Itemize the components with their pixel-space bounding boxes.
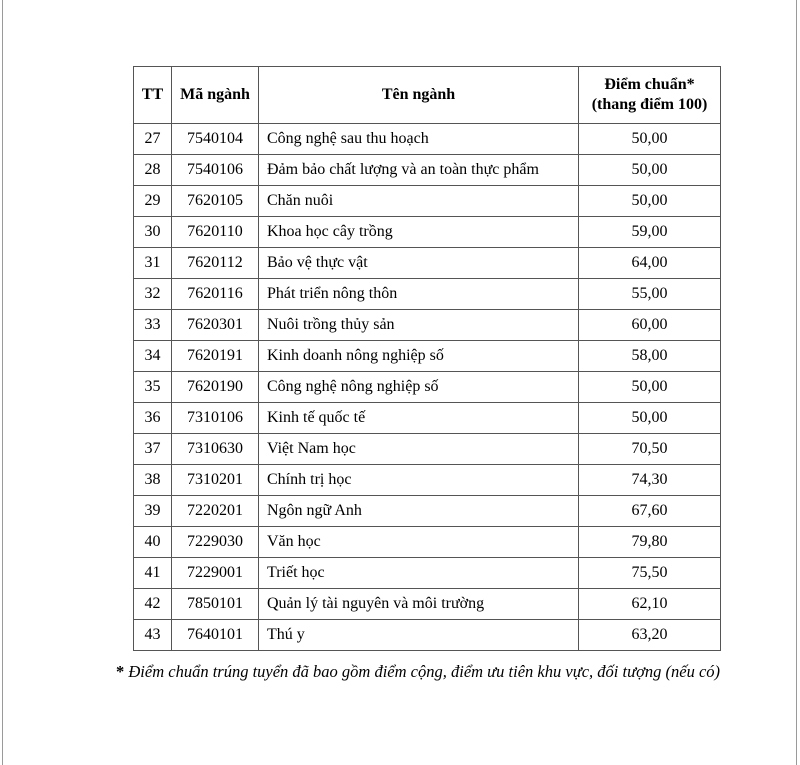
row-tt: 28 bbox=[134, 155, 172, 186]
row-tt: 37 bbox=[134, 434, 172, 465]
row-ten-nganh: Công nghệ sau thu hoạch bbox=[259, 124, 579, 155]
row-ten-nganh: Phát triển nông thôn bbox=[259, 279, 579, 310]
footnote-text: Điểm chuẩn trúng tuyển đã bao gồm điểm cộng, điểm ưu tiên khu vực, đối tượng (nếu có) bbox=[128, 662, 721, 681]
row-ten-nganh: Chính trị học bbox=[259, 465, 579, 496]
row-diem-chuan: 59,00 bbox=[579, 217, 721, 248]
table-row bbox=[134, 186, 721, 217]
row-tt: 32 bbox=[134, 279, 172, 310]
row-diem-chuan: 50,00 bbox=[579, 124, 721, 155]
row-diem-chuan: 64,00 bbox=[579, 248, 721, 279]
row-ten-nganh: Việt Nam học bbox=[259, 434, 579, 465]
row-ten-nganh: Khoa học cây trồng bbox=[259, 217, 579, 248]
row-ma-nganh: 7220201 bbox=[172, 496, 259, 527]
row-ten-nganh: Quản lý tài nguyên và môi trường bbox=[259, 589, 579, 620]
row-ma-nganh: 7310630 bbox=[172, 434, 259, 465]
row-ten-nganh: Kinh tế quốc tế bbox=[259, 403, 579, 434]
row-ma-nganh: 7620116 bbox=[172, 279, 259, 310]
row-diem-chuan: 50,00 bbox=[579, 403, 721, 434]
table-row bbox=[134, 620, 721, 651]
row-ma-nganh: 7620301 bbox=[172, 310, 259, 341]
row-tt: 30 bbox=[134, 217, 172, 248]
row-ma-nganh: 7540106 bbox=[172, 155, 259, 186]
row-tt: 41 bbox=[134, 558, 172, 589]
table-row bbox=[134, 434, 721, 465]
row-tt: 36 bbox=[134, 403, 172, 434]
admission-score-table bbox=[133, 66, 721, 651]
row-ma-nganh: 7620190 bbox=[172, 372, 259, 403]
table-row bbox=[134, 403, 721, 434]
row-ten-nganh: Nuôi trồng thủy sản bbox=[259, 310, 579, 341]
row-ten-nganh: Đảm bảo chất lượng và an toàn thực phẩm bbox=[259, 155, 579, 186]
row-diem-chuan: 50,00 bbox=[579, 186, 721, 217]
row-ma-nganh: 7310106 bbox=[172, 403, 259, 434]
header-diem-chuan bbox=[579, 67, 721, 124]
row-tt: 39 bbox=[134, 496, 172, 527]
table-row bbox=[134, 279, 721, 310]
table-header-row bbox=[134, 67, 721, 124]
page-left-edge bbox=[2, 0, 3, 765]
row-ma-nganh: 7620105 bbox=[172, 186, 259, 217]
row-ma-nganh: 7229030 bbox=[172, 527, 259, 558]
row-diem-chuan: 74,30 bbox=[579, 465, 721, 496]
row-ma-nganh: 7229001 bbox=[172, 558, 259, 589]
row-diem-chuan: 75,50 bbox=[579, 558, 721, 589]
header-diem-chuan-scale: (thang điểm 100) bbox=[591, 96, 708, 113]
row-tt: 35 bbox=[134, 372, 172, 403]
header-diem-chuan-title: Điểm chuẩn* bbox=[604, 76, 695, 93]
row-ten-nganh: Kinh doanh nông nghiệp số bbox=[259, 341, 579, 372]
row-tt: 27 bbox=[134, 124, 172, 155]
row-tt: 40 bbox=[134, 527, 172, 558]
row-diem-chuan: 63,20 bbox=[579, 620, 721, 651]
table-row bbox=[134, 589, 721, 620]
row-tt: 31 bbox=[134, 248, 172, 279]
row-ten-nganh: Chăn nuôi bbox=[259, 186, 579, 217]
table-row bbox=[134, 124, 721, 155]
row-tt: 34 bbox=[134, 341, 172, 372]
row-ma-nganh: 7850101 bbox=[172, 589, 259, 620]
row-tt: 42 bbox=[134, 589, 172, 620]
row-diem-chuan: 79,80 bbox=[579, 527, 721, 558]
table-row bbox=[134, 155, 721, 186]
footnote-asterisk: * bbox=[116, 662, 125, 681]
row-ten-nganh: Văn học bbox=[259, 527, 579, 558]
table-row bbox=[134, 248, 721, 279]
row-diem-chuan: 55,00 bbox=[579, 279, 721, 310]
row-ten-nganh: Thú y bbox=[259, 620, 579, 651]
table-row bbox=[134, 465, 721, 496]
row-diem-chuan: 70,50 bbox=[579, 434, 721, 465]
row-tt: 38 bbox=[134, 465, 172, 496]
row-tt: 43 bbox=[134, 620, 172, 651]
header-tt: TT bbox=[134, 67, 172, 124]
header-ma-nganh: Mã ngành bbox=[172, 67, 259, 124]
table-row bbox=[134, 558, 721, 589]
row-diem-chuan: 62,10 bbox=[579, 589, 721, 620]
row-ten-nganh: Triết học bbox=[259, 558, 579, 589]
row-diem-chuan: 50,00 bbox=[579, 155, 721, 186]
row-ten-nganh: Bảo vệ thực vật bbox=[259, 248, 579, 279]
row-ma-nganh: 7310201 bbox=[172, 465, 259, 496]
row-ma-nganh: 7620191 bbox=[172, 341, 259, 372]
row-ma-nganh: 7540104 bbox=[172, 124, 259, 155]
table-row bbox=[134, 310, 721, 341]
table-row bbox=[134, 527, 721, 558]
row-diem-chuan: 50,00 bbox=[579, 372, 721, 403]
row-tt: 29 bbox=[134, 186, 172, 217]
table-row bbox=[134, 341, 721, 372]
row-ten-nganh: Công nghệ nông nghiệp số bbox=[259, 372, 579, 403]
table-body bbox=[134, 124, 721, 651]
row-diem-chuan: 60,00 bbox=[579, 310, 721, 341]
row-diem-chuan: 58,00 bbox=[579, 341, 721, 372]
table-row bbox=[134, 496, 721, 527]
page-right-edge bbox=[796, 0, 797, 765]
table-row bbox=[134, 217, 721, 248]
row-tt: 33 bbox=[134, 310, 172, 341]
header-ten-nganh: Tên ngành bbox=[259, 67, 579, 124]
row-ma-nganh: 7620112 bbox=[172, 248, 259, 279]
row-ma-nganh: 7640101 bbox=[172, 620, 259, 651]
table-row bbox=[134, 372, 721, 403]
footnote bbox=[116, 661, 724, 683]
row-diem-chuan: 67,60 bbox=[579, 496, 721, 527]
row-ten-nganh: Ngôn ngữ Anh bbox=[259, 496, 579, 527]
row-ma-nganh: 7620110 bbox=[172, 217, 259, 248]
